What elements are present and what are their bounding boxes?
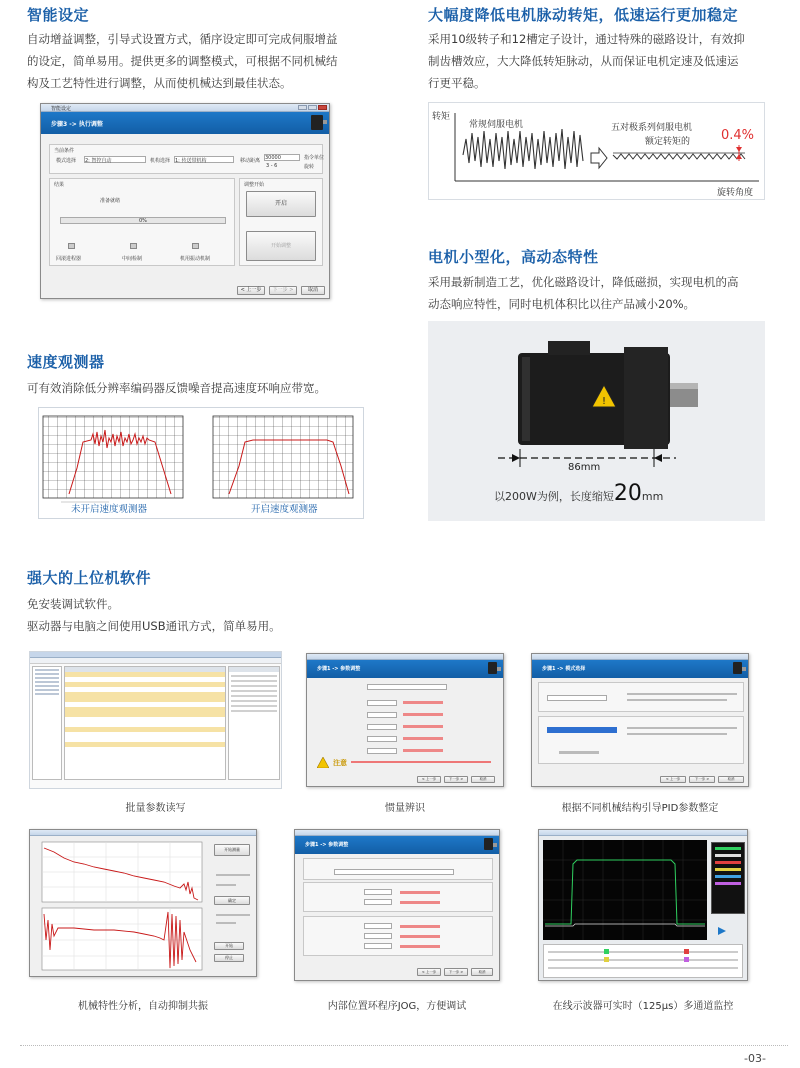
svg-text:!: ! (601, 396, 607, 407)
note-title: 注意 (333, 759, 347, 767)
compact-title: 电机小型化，高动态特性 (428, 248, 599, 266)
start-tuning-button[interactable]: 开始调整 (246, 231, 316, 261)
channel-settings[interactable] (543, 944, 743, 978)
next-button[interactable]: 下一步 > (269, 286, 297, 295)
observer-on-label: 开启速度观测器 (251, 504, 318, 515)
start-button[interactable]: 开启 (246, 191, 316, 217)
window-title: 智能设定 (51, 106, 72, 112)
ripple-title: 大幅度降低电机脉动转矩，低速运行更加稳定 (428, 6, 739, 24)
smart-tuning-window (40, 103, 330, 299)
x-axis-label: 旋转角度 (717, 188, 754, 198)
arrow-icon (591, 148, 607, 168)
ripple-description: 采用10级转子和12槽定子设计，通过特殊的磁路设计，有效抑 制齿槽效应，大大降低转矩脉动，从而保证电机定速及低速运 行更平稳。 (428, 32, 745, 90)
jog-screenshot: 步骤1 -> 参数调整 < 上一步 下一步 > 取消 (294, 829, 500, 981)
pid-guide-screenshot: 步骤1 -> 模式选择 < 上一步 下一步 > 取消 (531, 653, 749, 787)
dimension-label: 86mm (568, 462, 601, 473)
smart-tuning-title: 智能设定 (27, 6, 90, 24)
move-distance-field: 30000 (264, 154, 300, 161)
result-group: 结果 准备就绪 0% 回滚进程器 中间检制 机用振动机制 (49, 178, 235, 266)
software-description: 免安装调试软件。 驱动器与电脑之间使用USB通讯方式，简单易用。 (27, 597, 281, 633)
status-text: 准备就绪 (100, 198, 121, 204)
scope-display (543, 840, 707, 940)
page-number: -03- (744, 1052, 766, 1065)
caption-inertia: 惯量辨识 (385, 803, 425, 814)
mech-field: 1: 传送带机构 (174, 156, 234, 163)
indicator-light (192, 243, 199, 249)
compact-description: 采用最新制造工艺，优化磁路设计，降低磁损，实现电机的高 动态响应特性，同时电机体积比以往产品减小20%。 (428, 275, 739, 311)
indicator-light (130, 243, 137, 249)
motor-photo-panel (428, 321, 765, 521)
mode-field: 2: 智控自动 (84, 156, 146, 163)
new-motor-label: 五对极系列伺服电机 (611, 123, 693, 133)
caption-mech-analysis: 机械特性分析，自动抑制共振 (78, 1001, 208, 1012)
speed-observer-title: 速度观测器 (27, 353, 105, 371)
progress-bar: 0% (60, 217, 226, 224)
speed-observer-description: 可有效消除低分辨率编码器反馈噪音提高速度环响应带宽。 (27, 381, 326, 395)
caption-pid: 根据不同机械结构引导PID参数整定 (561, 803, 719, 814)
shorten-note: 以200W为例，长度缩短20mm (494, 481, 664, 506)
param-tree[interactable] (32, 666, 62, 780)
oscilloscope-screenshot (538, 829, 748, 981)
footer-divider (20, 1045, 788, 1046)
monitor-list[interactable] (228, 666, 280, 780)
step-label: 步骤3 -> 执行调整 (51, 121, 103, 128)
rated-value: 0.4% (721, 128, 755, 143)
software-title: 强大的上位机软件 (27, 569, 152, 587)
batch-params-screenshot (29, 651, 282, 789)
caption-jog: 内部位置环程序JOG，方便调试 (327, 1001, 467, 1012)
cancel-button[interactable]: 取消 (301, 286, 325, 295)
indicator-light (68, 243, 75, 249)
normal-motor-label: 常规伺服电机 (469, 120, 524, 130)
y-axis-label: 转矩 (432, 112, 451, 122)
param-table[interactable] (64, 666, 226, 780)
rated-label: 额定转矩的 (645, 137, 691, 147)
warning-icon (317, 757, 329, 768)
bode-plot (34, 840, 204, 974)
caption-batch-params: 批量参数读写 (125, 803, 186, 814)
current-conditions-group: 当前条件 模式选择 2: 智控自动 机构选择 1: 传送带机构 移动距离 30000 3 - 6 指令单位 旋转 (49, 144, 323, 174)
close-icon[interactable] (318, 105, 327, 110)
observer-off-label: 未开启速度观测器 (71, 504, 148, 515)
caption-oscilloscope: 在线示波器可实时（125μs）多通道监控 (552, 1001, 734, 1012)
speed-observer-panel (38, 407, 364, 519)
inertia-id-screenshot: 步骤1 -> 参数调整 注意 < 上一步 下一步 > 取消 (306, 653, 504, 787)
mech-analysis-screenshot: 开始测量 确定 开始 停止 (29, 829, 257, 977)
new-motor-waveform (613, 154, 745, 159)
torque-ripple-diagram (428, 102, 765, 200)
tuning-start-group: 调整开始 开启 开始调整 (239, 178, 323, 266)
smart-tuning-description: 自动增益调整，引导式设置方式，循序设定即可完成伺服增益 的设定，简单易用。提供更多的调整模式，可根据不同机械结 构及工艺特性进行调整，从而使机械达到最佳状态。 (27, 32, 338, 90)
marker-arrow (736, 147, 742, 152)
motor-icon (311, 115, 323, 130)
maximize-icon[interactable] (308, 105, 317, 110)
prev-button[interactable]: < 上一步 (237, 286, 265, 295)
normal-motor-waveform (463, 129, 583, 169)
play-icon[interactable] (717, 926, 727, 936)
channel-legend (711, 842, 745, 914)
minimize-icon[interactable] (298, 105, 307, 110)
